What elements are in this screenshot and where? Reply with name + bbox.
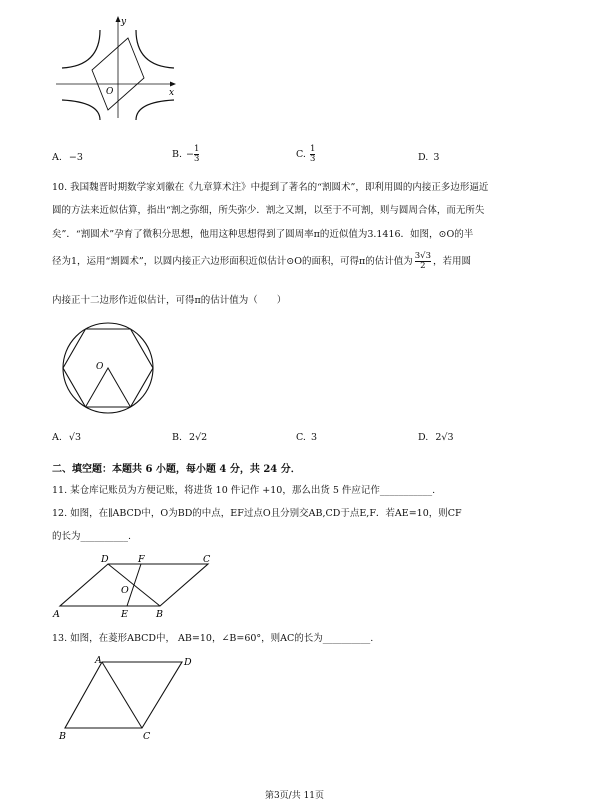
q11-text: 11. 某仓库记账员为方便记账，将进货 10 件记作 +10，那么出货 5 件应记作___________.	[52, 485, 436, 496]
option-letter: B.	[172, 432, 183, 443]
q10-option-d[interactable]	[418, 432, 454, 443]
q10-option-c[interactable]	[296, 432, 317, 443]
q10-line-5: 内接正十二边形作近似估计，可得π的估计值为（ ）	[52, 295, 287, 306]
option-letter: C.	[296, 149, 306, 160]
label-d: D	[184, 657, 192, 668]
center-triangle	[86, 368, 131, 407]
x-axis-arrow	[170, 82, 176, 87]
label-o: O	[121, 585, 129, 596]
fraction-numerator: 1	[309, 144, 316, 154]
fraction-denominator: 3	[309, 154, 316, 164]
diagonal-ac	[102, 662, 142, 728]
option-value: √3	[68, 432, 82, 443]
q10-line-1: 10. 我国魏晋时期数学家刘徽在《九章算术注》中提到了著名的“割圆术”，即利用圆的内接正多边形逼近	[52, 182, 489, 193]
curve-lower-left	[62, 100, 100, 120]
q9-option-b[interactable]	[172, 145, 199, 164]
q12-line-2: 的长为__________.	[52, 531, 132, 542]
option-sign: −	[186, 149, 194, 160]
option-letter: A.	[52, 432, 62, 443]
label-c: C	[203, 554, 211, 565]
label-c: C	[143, 731, 151, 742]
segment-ef	[127, 564, 141, 606]
q10-line-3: 矣”．“割圆术”孕育了微积分思想，他用这种思想得到了圆周率π的近似值为3.1416．如图，⊙O的半	[52, 229, 474, 240]
option-value: 3	[310, 432, 318, 443]
option-fraction	[194, 145, 199, 164]
q9-option-c[interactable]	[296, 145, 315, 164]
q13-text: 13. 如图，在菱形ABCD中， AB=10，∠B=60°，则AC的长为__________.	[52, 633, 374, 644]
q10-figure	[58, 318, 158, 418]
label-b: B	[59, 731, 66, 742]
label-a: A	[95, 655, 102, 666]
q10-option-b[interactable]	[172, 432, 207, 443]
section-heading: 二、填空题：本题共 6 小题，每小题 4 分，共 24 分．	[52, 464, 301, 475]
option-value: 3	[433, 152, 440, 163]
center-label: O	[96, 362, 104, 372]
curve-upper-left	[62, 30, 100, 68]
curve-lower-right	[136, 100, 174, 120]
fraction-denominator: 3	[193, 154, 200, 164]
q12-line-1: 12. 如图，在∥ABCD中，O为BD的中点，EF过点O且分别交AB,CD于点E,F．若AE=10，则CF	[52, 508, 462, 519]
fraction-denominator: 2	[420, 261, 426, 271]
origin-label: O	[106, 87, 114, 97]
option-fraction	[310, 145, 315, 164]
option-letter: D.	[418, 432, 429, 443]
q10-fraction	[415, 252, 431, 271]
q10-option-a[interactable]	[52, 432, 81, 443]
label-b: B	[156, 609, 163, 620]
fraction-numerator: 3√3	[414, 251, 431, 261]
option-letter: C.	[296, 432, 306, 443]
label-d: D	[101, 554, 109, 565]
label-a: A	[53, 609, 60, 620]
x-axis-label: x	[169, 88, 175, 98]
curve-upper-right	[136, 30, 174, 68]
q12-figure	[50, 550, 220, 622]
q10-line-4-tail: ，若用圆	[433, 256, 472, 267]
option-value: 2√3	[435, 432, 454, 443]
q9-option-a[interactable]	[52, 152, 83, 163]
fraction-numerator: 1	[193, 144, 200, 154]
y-axis-label: y	[121, 17, 127, 27]
option-value: −3	[68, 152, 83, 163]
option-letter: A.	[52, 152, 62, 163]
q10-line-4-text: 径为1，运用“割圆术”，以圆内接正六边形面积近似估计⊙O的面积，可得π的估计值为	[52, 256, 413, 267]
option-value: 2√2	[189, 432, 208, 443]
q13-figure	[55, 652, 195, 742]
y-axis-arrow	[116, 16, 121, 22]
page-footer: 第3页/共 11页	[264, 791, 325, 801]
q9-option-d[interactable]	[418, 152, 439, 163]
rhombus-abcd	[65, 662, 182, 728]
q10-line-4	[52, 252, 471, 271]
option-letter: B.	[172, 149, 183, 160]
option-letter: D.	[418, 152, 429, 163]
q9-figure	[52, 14, 182, 124]
label-e: E	[121, 609, 128, 620]
q10-line-2: 圆的方法来近似估算，指出“割之弥细，所失弥少．割之又割，以至于不可割，则与圆周合体，而无所失	[52, 205, 485, 216]
label-f: F	[138, 554, 145, 565]
